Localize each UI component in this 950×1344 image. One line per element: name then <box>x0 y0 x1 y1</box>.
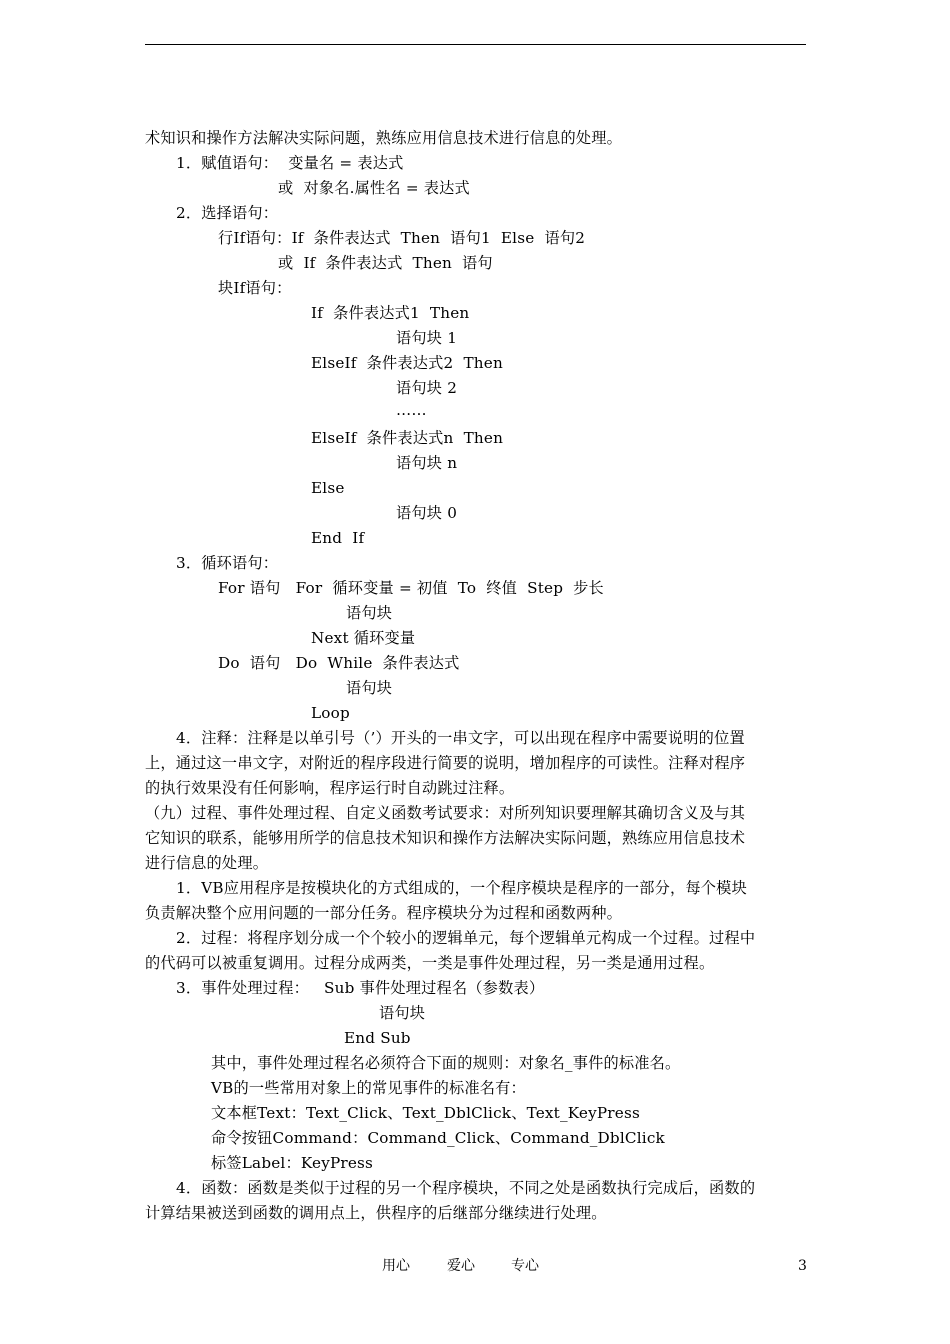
text-line: 的执行效果没有任何影响，程序运行时自动跳过注释。 <box>145 779 515 797</box>
code-line: Loop <box>311 704 350 722</box>
footer-item: 爱心 <box>447 1258 475 1274</box>
text-line: 4．注释：注释是以单引号（’）开头的一串文字，可以出现在程序中需要说明的位置 <box>176 729 745 747</box>
text-line: 1．VB应用程序是按模块化的方式组成的，一个程序模块是程序的一部分，每个模块 <box>176 879 747 897</box>
text-line: 它知识的联系，能够用所学的信息技术知识和操作方法解决实际问题，熟练应用信息技术 <box>145 829 746 847</box>
text-line: 2．选择语句： <box>176 204 279 222</box>
text-line: 进行信息的处理。 <box>145 854 269 872</box>
text-line: 负责解决整个应用问题的一部分任务。程序模块分为过程和函数两种。 <box>145 904 623 922</box>
code-line: Do 语句 Do While 条件表达式 <box>218 654 460 672</box>
footer-item: 专心 <box>511 1258 539 1274</box>
text-line: 2．过程：将程序划分成一个个较小的逻辑单元，每个逻辑单元构成一个过程。过程中 <box>176 929 756 947</box>
footer-item: 用心 <box>382 1258 410 1274</box>
code-line: Else <box>311 479 345 497</box>
text-line: 或 对象名.属性名 = 表达式 <box>278 179 470 197</box>
text-line: 标签Label：KeyPress <box>211 1154 374 1172</box>
text-line: 命令按钮Command：Command_Click、Command_DblClick <box>211 1129 665 1147</box>
text-line: 计算结果被送到函数的调用点上，供程序的后继部分继续进行处理。 <box>145 1204 607 1222</box>
header-rule <box>145 44 806 45</box>
code-line: 语句块 <box>379 1004 426 1022</box>
code-line: …… <box>396 401 427 419</box>
text-line: 3．循环语句： <box>176 554 279 572</box>
text-line: 或 If 条件表达式 Then 语句 <box>278 254 493 272</box>
code-line: 语句块 n <box>396 454 458 472</box>
code-line: ElseIf 条件表达式2 Then <box>311 354 503 372</box>
code-line: If 条件表达式1 Then <box>311 304 470 322</box>
code-line: 语句块 <box>346 604 393 622</box>
code-line: Next 循环变量 <box>311 629 416 647</box>
text-line: VB的一些常用对象上的常见事件的标准名有： <box>211 1079 526 1097</box>
text-line: 的代码可以被重复调用。过程分成两类，一类是事件处理过程，另一类是通用过程。 <box>145 954 715 972</box>
text-line: （九）过程、事件处理过程、自定义函数考试要求：对所列知识要理解其确切含义及与其 <box>145 804 746 822</box>
code-line: For 语句 For 循环变量 = 初值 To 终值 Step 步长 <box>218 579 604 597</box>
code-line: 语句块 2 <box>396 379 458 397</box>
code-line: End If <box>311 529 365 547</box>
text-line: 其中，事件处理过程名必须符合下面的规则：对象名_事件的标准名。 <box>211 1054 681 1072</box>
code-line: End Sub <box>344 1029 411 1047</box>
text-line: 1．赋值语句： 变量名 = 表达式 <box>176 154 404 172</box>
text-line: 文本框Text：Text_Click、Text_DblClick、Text_KeyPress <box>211 1104 640 1122</box>
text-line: 上，通过这一串文字，对附近的程序段进行简要的说明，增加程序的可读性。注释对程序 <box>145 754 746 772</box>
text-line: 3．事件处理过程： Sub 事件处理过程名（参数表） <box>176 979 545 997</box>
text-line: 4．函数：函数是类似于过程的另一个程序模块，不同之处是函数执行完成后，函数的 <box>176 1179 756 1197</box>
code-line: 语句块 1 <box>396 329 458 347</box>
code-line: ElseIf 条件表达式n Then <box>311 429 504 447</box>
page-number: 3 <box>798 1258 807 1274</box>
code-line: 语句块 <box>346 679 393 697</box>
text-line: 行If语句：If 条件表达式 Then 语句1 Else 语句2 <box>218 229 586 247</box>
text-line: 术知识和操作方法解决实际问题，熟练应用信息技术进行信息的处理。 <box>145 129 623 147</box>
text-line: 块If语句： <box>218 279 292 297</box>
code-line: 语句块 0 <box>396 504 458 522</box>
